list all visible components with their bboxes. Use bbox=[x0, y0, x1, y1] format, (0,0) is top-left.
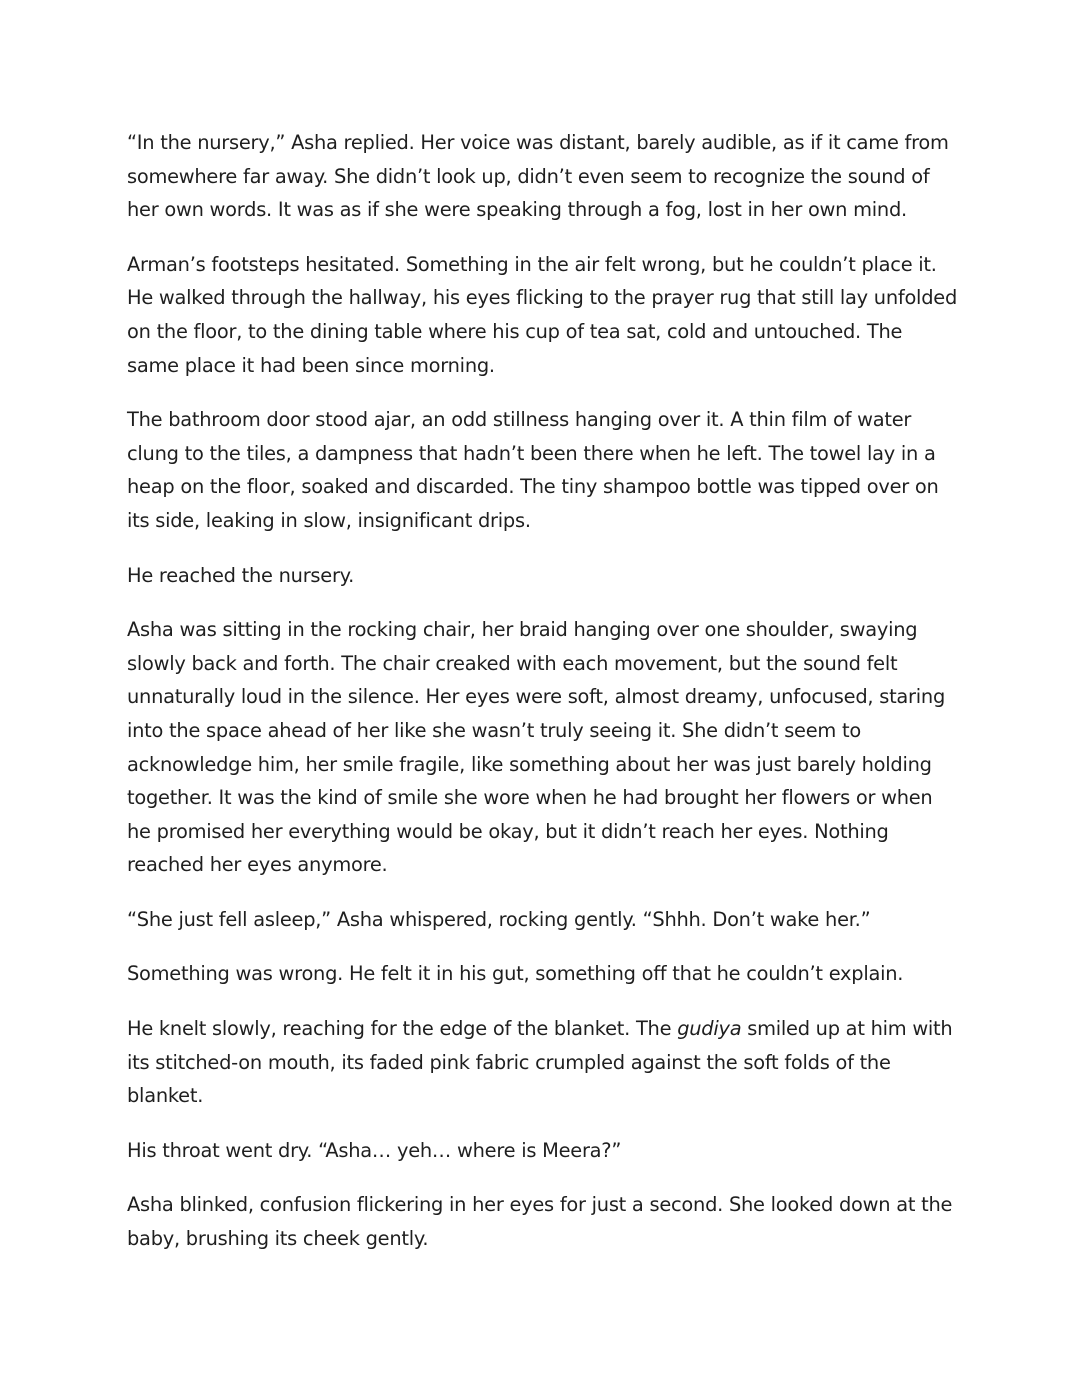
paragraph-bathroom: The bathroom door stood ajar, an odd stillness hanging over it. A thin film of water clung to the tiles, a dampness that hadn’t been there when he left. The towel lay in a heap on the floor, soaked and discarded. The tiny shampoo bottle was tipped over on its side, leaking in slow, insignificant drips. bbox=[127, 408, 939, 532]
paragraph-gudiya bbox=[127, 1012, 957, 1113]
paragraph-fell-asleep: “She just fell asleep,” Asha whispered, rocking gently. “Shhh. Don’t wake her.” bbox=[127, 907, 871, 931]
paragraph-rocking-chair: Asha was sitting in the rocking chair, her braid hanging over one shoulder, swaying slowly back and forth. The chair creaked with each movement, but the sound felt unnaturally loud in the silence. Her eyes were soft, almost dreamy, unfocused, staring into the space ahead of her like she wasn’t truly seeing it. She didn’t seem to acknowledge him, her smile fragile, like something about her was just barely holding together. It was the kind of smile she wore when he had brought her flowers or when he promised her everything would be okay, but it didn’t reach her eyes. Nothing reached her eyes anymore. bbox=[127, 618, 946, 877]
paragraph-throat-dry: His throat went dry. “Asha… yeh… where is Meera?” bbox=[127, 1138, 622, 1162]
paragraph-something-wrong: Something was wrong. He felt it in his gut, something off that he couldn’t explain. bbox=[127, 962, 904, 986]
paragraph-asha-blinked: Asha blinked, confusion flickering in her eyes for just a second. She looked down at the baby, brushing its cheek gently. bbox=[127, 1193, 953, 1251]
paragraph-nursery-reply: “In the nursery,” Asha replied. Her voice was distant, barely audible, as if it came from somewhere far away. She didn’t look up, didn’t even seem to recognize the sound of her own words. It was as if she were speaking through a fog, lost in her own mind. bbox=[127, 131, 949, 222]
paragraph-footsteps: Arman’s footsteps hesitated. Something in the air felt wrong, but he couldn’t place it. He walked through the hallway, his eyes flicking to the prayer rug that still lay unfolded on the floor, to the dining table where his cup of tea sat, cold and untouched. The same place it had been since morning. bbox=[127, 252, 957, 377]
gudiya-text-after: smiled up at him with its stitched-on mouth, its faded pink fabric crumpled against the soft folds of the blanket. bbox=[127, 1017, 953, 1108]
gudiya-text-before: He knelt slowly, reaching for the edge of the blanket. The bbox=[127, 1017, 678, 1041]
paragraph-reached-nursery: He reached the nursery. bbox=[127, 563, 355, 587]
document-page bbox=[127, 126, 957, 1277]
gudiya-emphasis: gudiya bbox=[677, 1017, 742, 1041]
